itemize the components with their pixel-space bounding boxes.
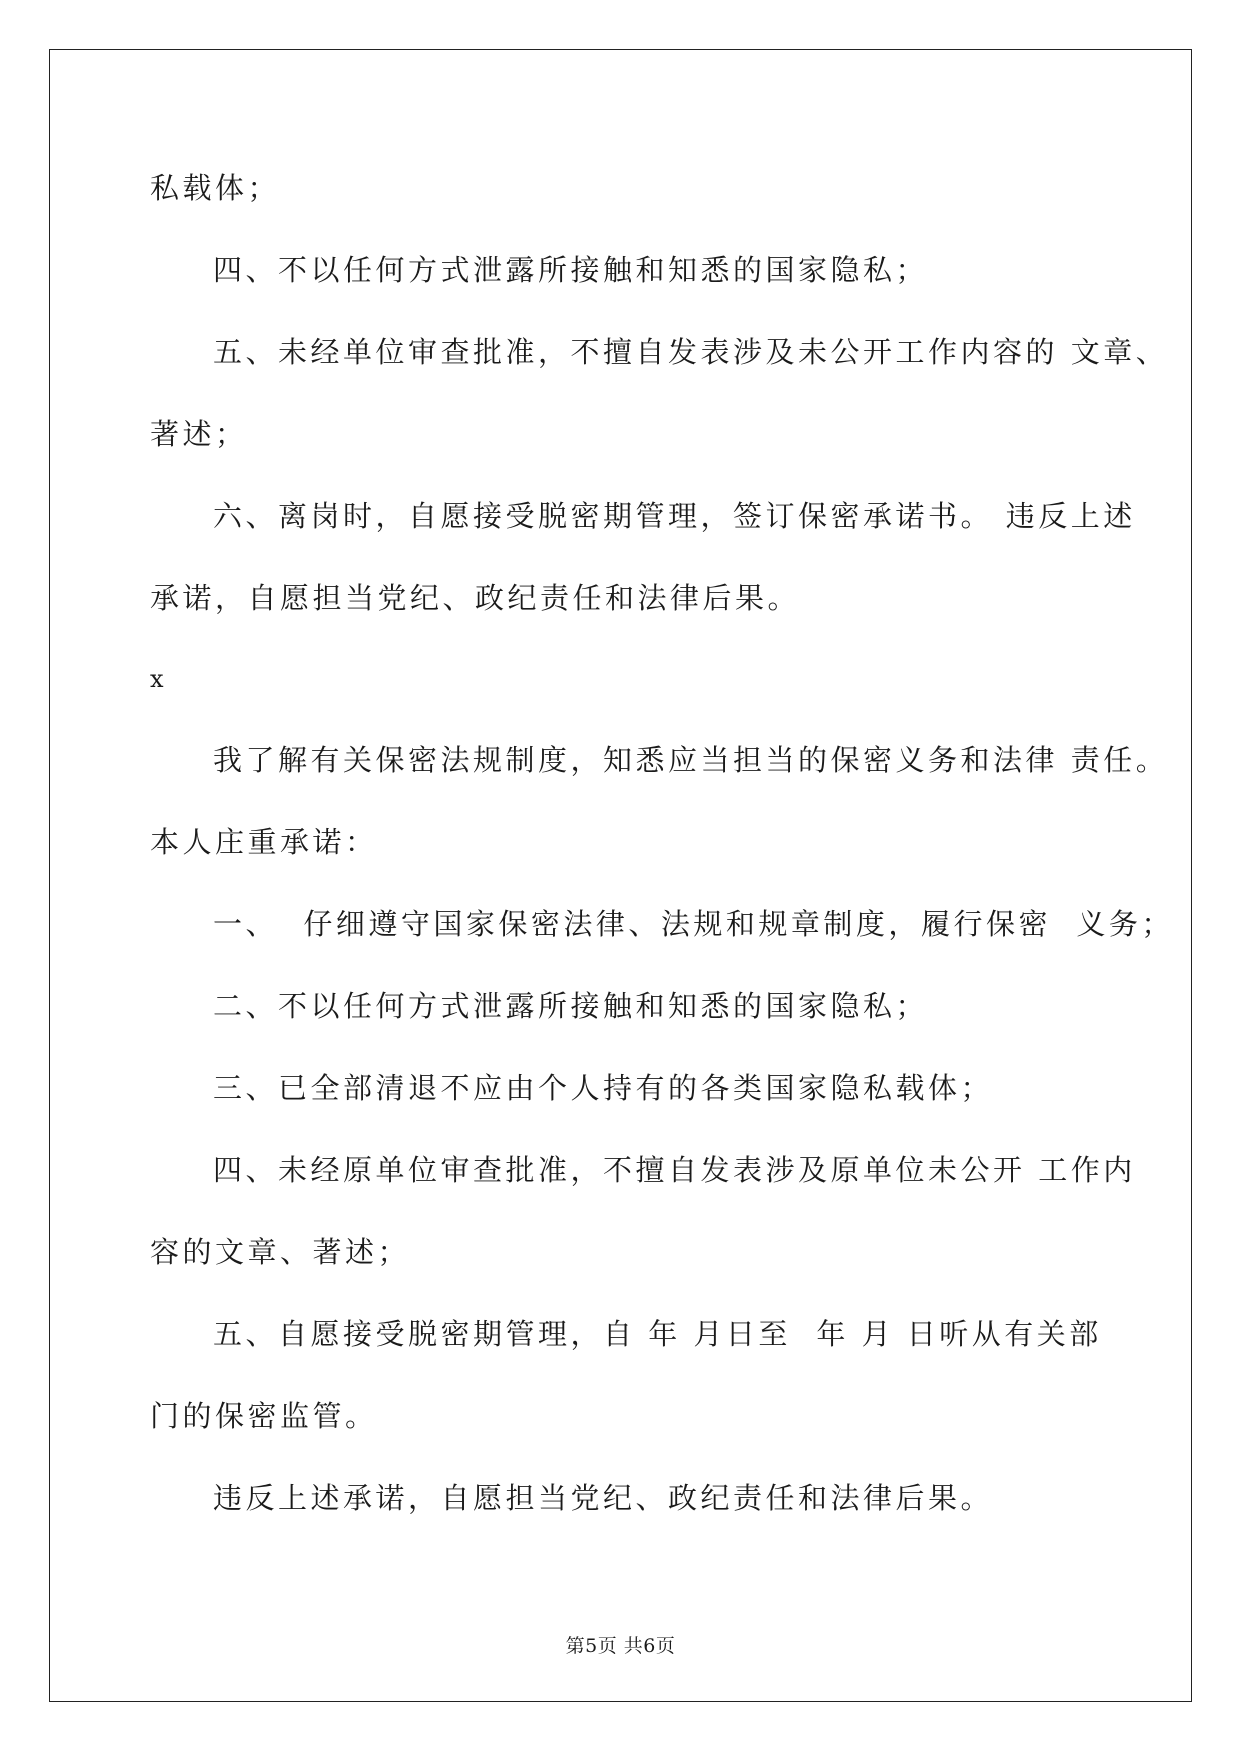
text-line: 三、已全部清退不应由个人持有的各类国家隐私载体； [213, 1071, 994, 1105]
text-line: 承诺，自愿担当党纪、政纪责任和法律后果。 [150, 581, 801, 615]
text-line: 二、不以任何方式泄露所接触和知悉的国家隐私； [213, 989, 929, 1023]
text-line: 四、不以任何方式泄露所接触和知悉的国家隐私； [213, 253, 929, 287]
text-line: 违反上述承诺，自愿担当党纪、政纪责任和法律后果。 [213, 1481, 994, 1515]
separator-mark: x [150, 665, 164, 693]
text-line: 五、未经单位审查批准，不擅自发表涉及未公开工作内容的 文章、 [213, 335, 1169, 369]
text-line: 本人庄重承诺： [150, 825, 378, 859]
text-line: 容的文章、著述； [150, 1235, 411, 1269]
text-line: 四、未经原单位审查批准，不擅自发表涉及原单位未公开 工作内 [213, 1153, 1136, 1187]
text-line: 六、离岗时，自愿接受脱密期管理，签订保密承诺书。 违反上述 [213, 499, 1136, 533]
text-line: 门的保密监管。 [150, 1399, 378, 1433]
text-line: 我了解有关保密法规制度，知悉应当担当的保密义务和法律 责任。 [213, 743, 1169, 777]
text-line: 五、自愿接受脱密期管理，自 年 月日至 年 月 日听从有关部 [213, 1317, 1102, 1351]
text-line: 私载体； [150, 171, 281, 205]
text-line: 一、 仔细遵守国家保密法律、法规和规章制度，履行保密 义务； [213, 907, 1174, 941]
page-border [49, 49, 1192, 1702]
page-number-footer: 第5页 共6页 [565, 1635, 676, 1657]
text-line: 著述； [150, 417, 248, 451]
